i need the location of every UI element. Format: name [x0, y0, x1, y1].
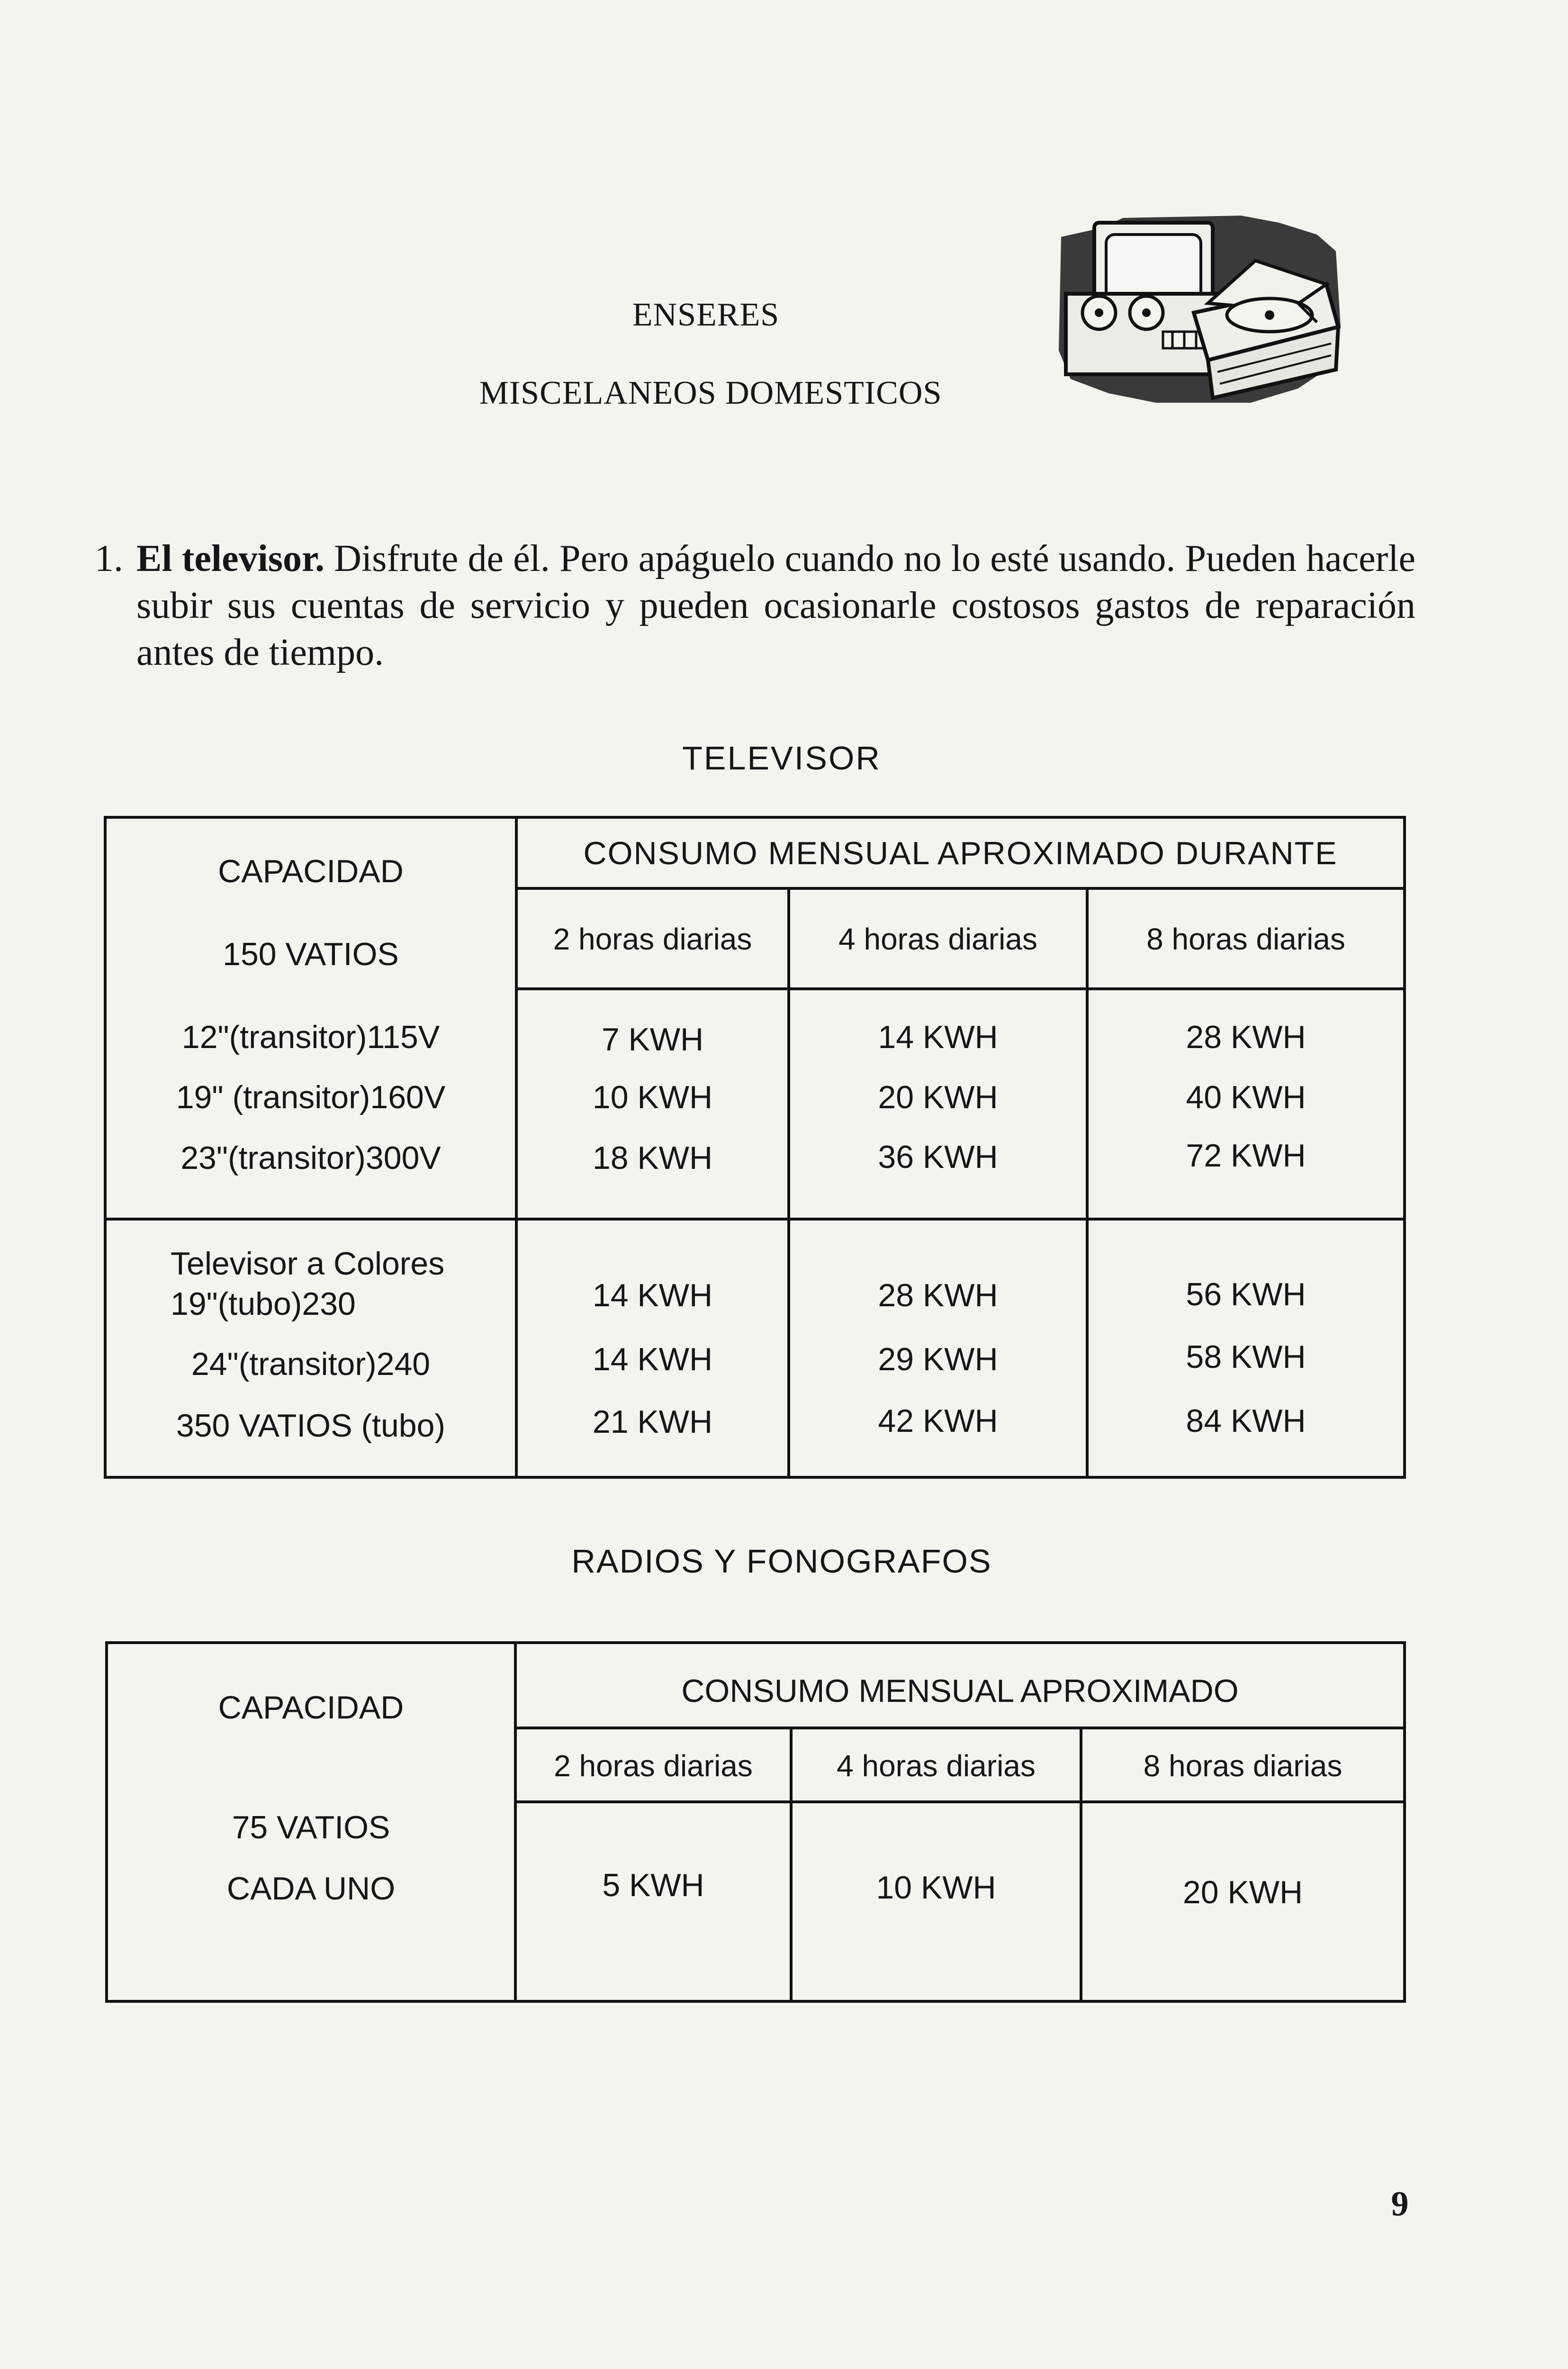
tv-cell: 58 KWH: [1186, 1339, 1306, 1375]
section-subtitle: MISCELANEOS DOMESTICOS: [479, 375, 942, 411]
tv-cell: 10 KWH: [592, 1079, 713, 1115]
tv-cell: 14 KWH: [878, 1019, 998, 1055]
item-number: 1.: [95, 538, 123, 579]
tv-consumption-header: CONSUMO MENSUAL APROXIMADO DURANTE: [583, 835, 1338, 871]
radio-consumption-header: CONSUMO MENSUAL APROXIMADO: [681, 1673, 1239, 1709]
tv-cell: 84 KWH: [1186, 1403, 1306, 1439]
item-lead: El televisor.: [136, 538, 325, 579]
intro-paragraph: [95, 535, 1416, 676]
tv-cell: 42 KWH: [878, 1403, 998, 1439]
radio-col-2h: 2 horas diarias: [554, 1749, 753, 1783]
tv-cell: 72 KWH: [1186, 1138, 1306, 1174]
tv-row-label: 19" (transitor)160V: [176, 1079, 446, 1115]
tv-cell: 14 KWH: [592, 1277, 713, 1313]
radio-col-4h: 4 horas diarias: [837, 1749, 1036, 1783]
tv-row-label: Televisor a Colores: [171, 1246, 445, 1282]
tv-row-label: 350 VATIOS (tubo): [176, 1408, 446, 1444]
tv-cell: 20 KWH: [878, 1079, 998, 1115]
tv-cell: 56 KWH: [1186, 1276, 1306, 1312]
tv-cell: 29 KWH: [878, 1341, 998, 1377]
section-title: ENSERES: [632, 297, 780, 333]
tv-tape-recorder-record-player-icon: [1052, 208, 1350, 412]
item-text: Disfrute de él. Pero apáguelo cuando no lo esté usando. Pueden hacerle subir sus cuentas de servicio y pueden ocasionarle costosos gastos de reparación antes de tiempo.: [136, 538, 1416, 673]
radio-table-caption: RADIOS Y FONOGRAFOS: [571, 1543, 992, 1580]
tv-row-label: 24"(transitor)240: [191, 1346, 431, 1382]
tv-cell: 28 KWH: [1186, 1019, 1306, 1055]
radio-capacity-line1: 75 VATIOS: [232, 1809, 390, 1845]
tv-cell: 40 KWH: [1186, 1079, 1306, 1115]
tv-cell: 7 KWH: [601, 1022, 704, 1058]
tv-row-label: 23"(transitor)300V: [180, 1140, 441, 1176]
tv-cell: 28 KWH: [878, 1277, 998, 1313]
radio-cell: 10 KWH: [876, 1870, 996, 1906]
radio-col-8h: 8 horas diarias: [1143, 1749, 1343, 1783]
radio-cell: 20 KWH: [1182, 1874, 1303, 1910]
tv-col-4h: 4 horas diarias: [838, 922, 1037, 956]
tv-capacity-sub: 150 VATIOS: [223, 936, 399, 972]
tv-col-2h: 2 horas diarias: [553, 922, 752, 956]
tv-row-label: 19"(tubo)230: [171, 1286, 356, 1322]
page-number: 9: [1391, 2185, 1409, 2224]
tv-col-8h: 8 horas diarias: [1146, 922, 1345, 956]
tv-table-caption: TELEVISOR: [682, 740, 881, 777]
radio-capacity-header: CAPACIDAD: [218, 1690, 404, 1726]
tv-capacity-header: CAPACIDAD: [218, 853, 404, 889]
tv-row-label: 12"(transitor)115V: [181, 1019, 440, 1055]
tv-cell: 36 KWH: [878, 1139, 998, 1175]
radio-capacity-line2: CADA UNO: [226, 1871, 396, 1907]
tv-cell: 14 KWH: [592, 1341, 713, 1377]
tv-cell: 21 KWH: [592, 1404, 713, 1440]
radio-cell: 5 KWH: [602, 1867, 704, 1903]
tv-cell: 18 KWH: [592, 1140, 713, 1176]
